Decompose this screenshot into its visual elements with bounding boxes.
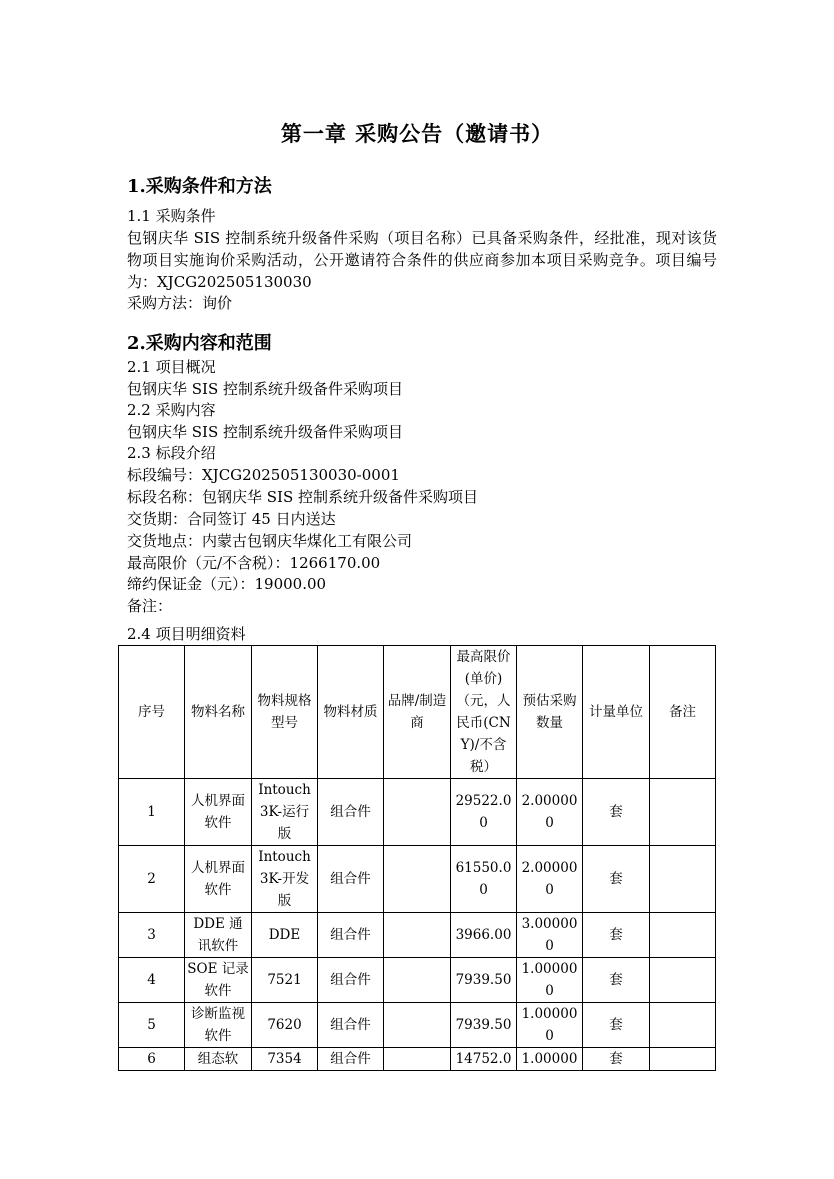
cell-material-name: 诊断监视软件 [185, 1003, 252, 1048]
section-2-line: 备注： [127, 597, 173, 615]
cell-spec-model: 7354 [252, 1048, 318, 1071]
table-row [119, 958, 716, 1003]
col-header-remark: 备注 [650, 646, 716, 779]
section-2-line: 2.2 采购内容 [127, 401, 216, 419]
cell-quantity: 2.000000 [517, 846, 583, 913]
procurement-method: 采购方法：询价 [127, 294, 233, 312]
table-row [119, 846, 716, 913]
cell-unit: 套 [583, 846, 650, 913]
section-2-line: 包钢庆华 SIS 控制系统升级备件采购项目 [127, 423, 404, 441]
section-2-line: 标段名称：包钢庆华 SIS 控制系统升级备件采购项目 [127, 488, 479, 506]
item-detail-table [118, 645, 716, 1071]
cell-index: 2 [119, 846, 185, 913]
cell-unit: 套 [583, 913, 650, 958]
cell-remark [650, 1048, 716, 1071]
cell-material: 组合件 [318, 846, 384, 913]
cell-remark [650, 779, 716, 846]
cell-unit: 套 [583, 779, 650, 846]
section-1-1-heading: 1.1 采购条件 [127, 207, 216, 225]
cell-unit: 套 [583, 1048, 650, 1071]
cell-material-name: DDE 通讯软件 [185, 913, 252, 958]
cell-brand [384, 846, 451, 913]
cell-material: 组合件 [318, 1048, 384, 1071]
col-header-index: 序号 [119, 646, 185, 779]
cell-brand [384, 913, 451, 958]
cell-max-price: 29522.00 [451, 779, 517, 846]
cell-remark [650, 913, 716, 958]
cell-brand [384, 779, 451, 846]
cell-spec-model: DDE [252, 913, 318, 958]
cell-material: 组合件 [318, 1003, 384, 1048]
section-2-line: 最高限价（元/不含税）：1266170.00 [127, 554, 381, 572]
table-caption: 2.4 项目明细资料 [127, 625, 246, 643]
cell-material-name: 组态软 [185, 1048, 252, 1071]
chapter-title: 第一章 采购公告（邀请书） [280, 121, 554, 146]
section-2-line: 2.3 标段介绍 [127, 444, 216, 462]
cell-brand [384, 958, 451, 1003]
cell-quantity: 1.000000 [517, 958, 583, 1003]
cell-max-price: 7939.50 [451, 958, 517, 1003]
cell-material: 组合件 [318, 913, 384, 958]
cell-brand [384, 1048, 451, 1071]
cell-max-price: 3966.00 [451, 913, 517, 958]
cell-index: 3 [119, 913, 185, 958]
section-2-heading: 2.采购内容和范围 [127, 333, 272, 354]
col-header-spec-model: 物料规格型号 [252, 646, 318, 779]
section-2-line: 包钢庆华 SIS 控制系统升级备件采购项目 [127, 380, 404, 398]
col-header-material: 物料材质 [318, 646, 384, 779]
cell-quantity: 1.00000 [517, 1048, 583, 1071]
cell-quantity: 3.000000 [517, 913, 583, 958]
cell-max-price: 14752.0 [451, 1048, 517, 1071]
cell-remark [650, 958, 716, 1003]
cell-spec-model: Intouch 3K-开发版 [252, 846, 318, 913]
section-2-line: 交货期：合同签订 45 日内送达 [127, 510, 336, 528]
cell-quantity: 2.000000 [517, 779, 583, 846]
cell-remark [650, 1003, 716, 1048]
section-2-line: 2.1 项目概况 [127, 358, 216, 376]
cell-max-price: 7939.50 [451, 1003, 517, 1048]
cell-spec-model: 7620 [252, 1003, 318, 1048]
section-1-1-text: 包钢庆华 SIS 控制系统升级备件采购（项目名称）已具备采购条件，经批准，现对该货物项目实施询价采购活动，公开邀请符合条件的供应商参加本项目采购竞争。项目编号为：XJCG202505130030 [127, 229, 717, 291]
col-header-max-price: 最高限价(单价)（元，人民币(CNY)/不含税） [451, 646, 517, 779]
cell-spec-model: Intouch 3K-运行版 [252, 779, 318, 846]
cell-spec-model: 7521 [252, 958, 318, 1003]
table-row [119, 779, 716, 846]
section-2-line: 缔约保证金（元）：19000.00 [127, 575, 327, 593]
cell-material: 组合件 [318, 779, 384, 846]
cell-material-name: 人机界面软件 [185, 779, 252, 846]
section-1-heading: 1.采购条件和方法 [127, 176, 272, 197]
col-header-brand: 品牌/制造商 [384, 646, 451, 779]
cell-index: 1 [119, 779, 185, 846]
cell-brand [384, 1003, 451, 1048]
cell-material-name: SOE 记录软件 [185, 958, 252, 1003]
col-header-unit: 计量单位 [583, 646, 650, 779]
cell-material-name: 人机界面软件 [185, 846, 252, 913]
cell-max-price: 61550.00 [451, 846, 517, 913]
cell-index: 6 [119, 1048, 185, 1071]
section-2-line: 交货地点：内蒙古包钢庆华煤化工有限公司 [127, 532, 413, 550]
cell-unit: 套 [583, 1003, 650, 1048]
col-header-material-name: 物料名称 [185, 646, 252, 779]
cell-index: 4 [119, 958, 185, 1003]
cell-quantity: 1.000000 [517, 1003, 583, 1048]
table-header-row [119, 646, 716, 779]
cell-unit: 套 [583, 958, 650, 1003]
cell-index: 5 [119, 1003, 185, 1048]
section-2-line: 标段编号：XJCG202505130030-0001 [127, 466, 400, 484]
cell-remark [650, 846, 716, 913]
col-header-quantity: 预估采购数量 [517, 646, 583, 779]
table-row [119, 1003, 716, 1048]
table-row [119, 1048, 716, 1071]
table-row [119, 913, 716, 958]
cell-material: 组合件 [318, 958, 384, 1003]
